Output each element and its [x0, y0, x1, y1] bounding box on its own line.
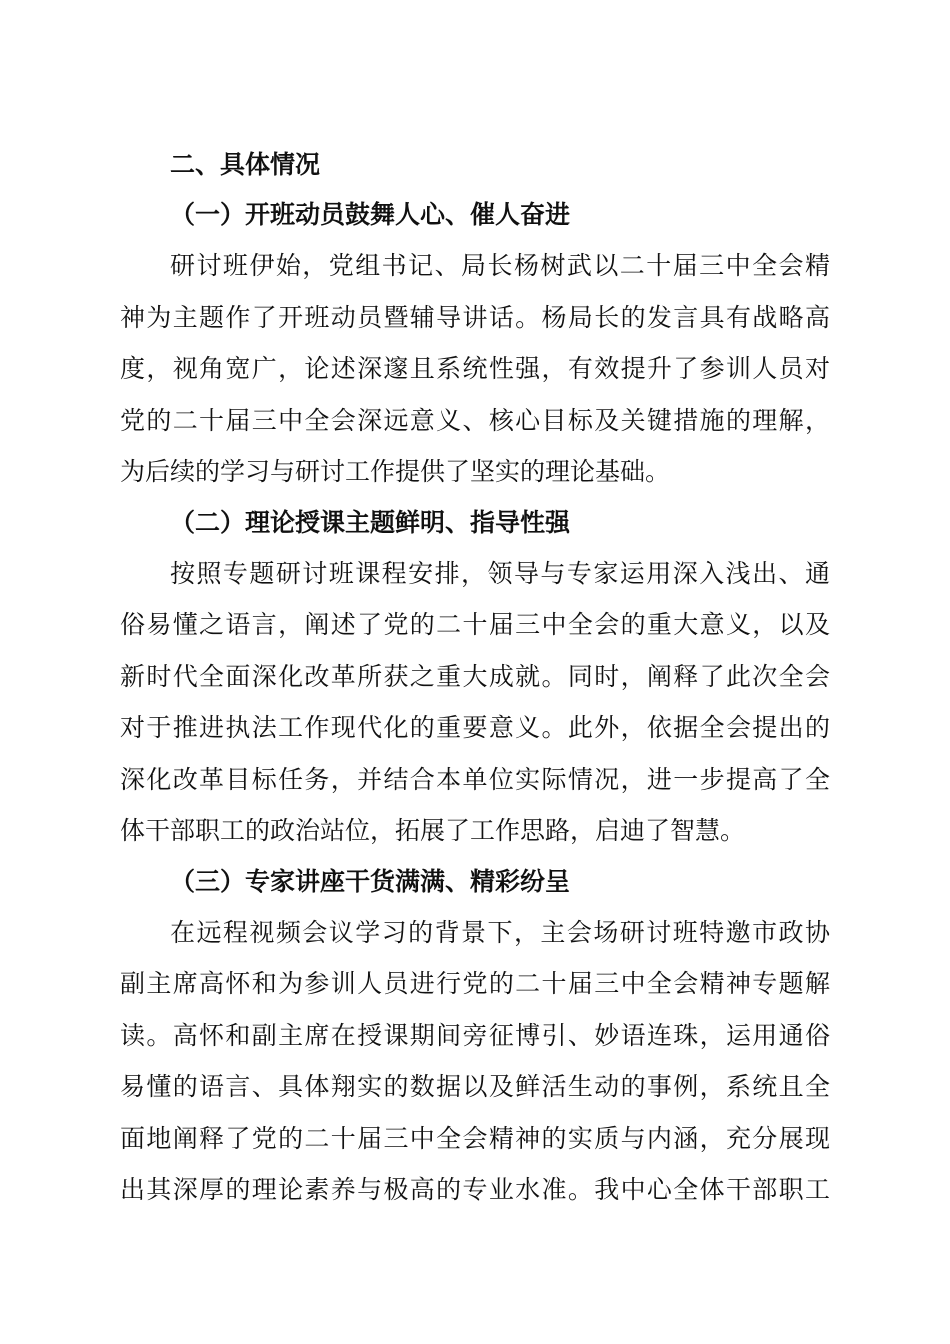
paragraph-line: 党的二十届三中全会深远意义、核心目标及关键措施的理解，	[120, 405, 830, 435]
subsection-heading-1: （一）开班动员鼓舞人心、催人奋进	[170, 200, 571, 229]
paragraph-line: 体干部职工的政治站位，拓展了工作思路，启迪了智慧。	[120, 816, 746, 845]
paragraph-2	[120, 548, 830, 857]
paragraph-3	[120, 907, 830, 1216]
paragraph-line: 读。高怀和副主席在授课期间旁征博引、妙语连珠，运用通俗	[120, 1020, 830, 1050]
paragraph-line: 度，视角宽广，论述深邃且系统性强，有效提升了参训人员对	[120, 354, 830, 383]
paragraph-line: 为后续的学习与研讨工作提供了坚实的理论基础。	[120, 457, 671, 486]
paragraph-line: 在远程视频会议学习的背景下，主会场研讨班特邀市政协	[170, 917, 830, 947]
document-body	[120, 140, 830, 1216]
subsection-heading-2: （二）理论授课主题鲜明、指导性强	[170, 507, 571, 537]
paragraph-line: 按照专题研讨班课程安排，领导与专家运用深入浅出、通	[170, 558, 830, 588]
paragraph-line: 俗易懂之语言，阐述了党的二十届三中全会的重大意义，以及	[120, 610, 830, 639]
subsection-heading-3: （三）专家讲座干货满满、精彩纷呈	[170, 866, 571, 896]
paragraph-line: 研讨班伊始，党组书记、局长杨树武以二十届三中全会精	[170, 251, 830, 280]
paragraph-line: 对于推进执法工作现代化的重要意义。此外，依据全会提出的	[120, 713, 830, 742]
paragraph-line: 深化改革目标任务，并结合本单位实际情况，进一步提高了全	[120, 764, 830, 794]
paragraph-line: 副主席高怀和为参训人员进行党的二十届三中全会精神专题解	[120, 969, 830, 998]
paragraph-1	[120, 240, 830, 498]
paragraph-line: 面地阐释了党的二十届三中全会精神的实质与内涵，充分展现	[120, 1123, 830, 1153]
paragraph-line: 出其深厚的理论素养与极高的专业水准。我中心全体干部职工	[120, 1175, 830, 1204]
paragraph-line: 易懂的语言、具体翔实的数据以及鲜活生动的事例，系统且全	[120, 1072, 830, 1101]
section-title: 二、具体情况	[170, 150, 321, 179]
paragraph-line: 新时代全面深化改革所获之重大成就。同时，阐释了此次全会	[120, 661, 830, 691]
paragraph-line: 神为主题作了开班动员暨辅导讲话。杨局长的发言具有战略高	[120, 302, 830, 332]
